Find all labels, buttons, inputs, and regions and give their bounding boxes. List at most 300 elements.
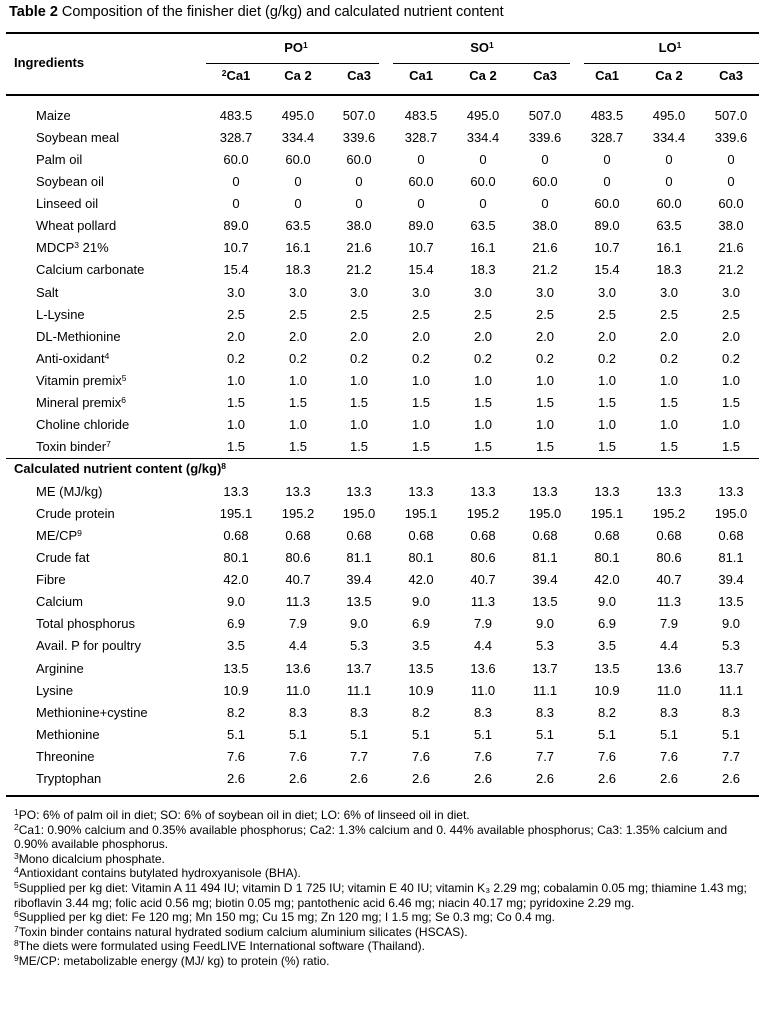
ingredient-value: 38.0 (718, 218, 744, 234)
ingredient-value: 0 (232, 196, 240, 212)
nutrient-value: 13.7 (346, 660, 372, 676)
nutrient-name: ME (MJ/kg) (36, 484, 103, 499)
nutrient-value: 0.68 (470, 528, 496, 544)
group-header-label: LO (658, 40, 677, 55)
nutrient-value: 7.6 (597, 748, 617, 764)
footnote (14, 852, 759, 867)
nutrient-value: 5.1 (288, 726, 308, 742)
nutrient-value: 195.2 (652, 506, 686, 522)
footnote (14, 954, 759, 969)
sub-header (222, 68, 251, 83)
ingredient-value: 2.0 (226, 328, 246, 344)
ingredient-value: 2.0 (721, 328, 741, 344)
ingredient-label (36, 218, 116, 234)
nutrient-value: 195.0 (714, 506, 748, 522)
ingredient-value: 1.0 (349, 416, 369, 432)
sub-header (719, 68, 743, 83)
ingredient-name: Palm oil (36, 152, 83, 168)
ingredient-value: 63.5 (285, 218, 311, 234)
nutrient-value: 42.0 (223, 572, 249, 588)
nutrient-value: 0.68 (223, 528, 249, 544)
ingredient-value: 16.1 (470, 240, 496, 256)
ingredient-value: 3.0 (721, 284, 741, 300)
ingredient-value: 21.2 (718, 262, 744, 278)
nutrient-value: 40.7 (656, 572, 682, 588)
ingredient-value: 60.0 (285, 152, 311, 168)
footnote (14, 881, 759, 910)
nutrient-value: 11.3 (285, 594, 311, 610)
ingredient-value: 1.0 (721, 416, 741, 432)
ingredient-value: 1.5 (721, 394, 741, 410)
group-header-label: PO (284, 40, 304, 55)
ingredient-value: 18.3 (470, 262, 496, 278)
footnote-sup: 2 (14, 821, 19, 832)
nutrient-value: 3.5 (226, 638, 246, 654)
ingredient-value: 10.7 (223, 240, 249, 256)
ingredient-name: Mineral premix (36, 394, 122, 410)
nutrient-value: 5.1 (411, 726, 431, 742)
sub-header (595, 68, 619, 83)
nutrient-label (36, 594, 83, 610)
nutrient-value: 7.6 (473, 748, 493, 764)
nutrient-value: 11.3 (656, 594, 682, 610)
ingredient-label (36, 174, 104, 190)
ingredient-value: 1.0 (288, 372, 308, 388)
nutrient-value: 8.2 (411, 704, 431, 720)
footnote-text: Mono dicalcium phosphate. (18, 851, 165, 866)
ingredient-name: Linseed oil (36, 196, 99, 212)
nutrient-value: 8.3 (535, 704, 555, 720)
ingredient-value: 1.5 (597, 439, 617, 455)
nutrient-value: 13.6 (285, 660, 311, 676)
so-group-underline (393, 63, 570, 64)
nutrient-name: Crude fat (36, 550, 90, 566)
nutrient-value: 4.4 (473, 638, 493, 654)
nutrient-value: 13.3 (408, 484, 434, 499)
ingredient-value: 18.3 (656, 262, 682, 278)
nutrient-value: 6.9 (597, 616, 617, 632)
footnote (14, 925, 759, 940)
ingredient-value: 1.5 (659, 394, 679, 410)
ingredient-value: 63.5 (656, 218, 682, 234)
footnote-text: The diets were formulated using FeedLIVE International software (Thailand). (18, 939, 425, 954)
nutrient-value: 9.0 (535, 616, 555, 632)
nutrient-value: 0.68 (532, 528, 558, 544)
ingredient-value: 60.0 (346, 152, 372, 168)
nutrient-value: 80.6 (656, 550, 682, 566)
ingredient-value: 2.5 (349, 306, 369, 322)
table-caption (9, 4, 504, 20)
ingredient-value: 60.0 (408, 174, 434, 190)
nutrient-value: 5.3 (721, 638, 741, 654)
ingredient-label (36, 439, 111, 455)
ingredient-value: 0 (355, 174, 363, 190)
ingredient-value: 0.2 (288, 350, 308, 366)
ingredient-label (36, 262, 144, 278)
ingredient-value: 1.0 (473, 416, 493, 432)
ingredient-value: 2.0 (597, 328, 617, 344)
ingredient-value: 60.0 (594, 196, 620, 212)
nutrient-value: 4.4 (288, 638, 308, 654)
ingredient-value: 2.0 (411, 328, 431, 344)
ingredient-value: 3.0 (288, 284, 308, 300)
ingredient-value: 1.5 (349, 394, 369, 410)
nutrient-value: 195.1 (590, 506, 624, 522)
ingredient-suffix: 21% (79, 240, 109, 256)
ingredient-label (36, 373, 126, 389)
group-header-sup: 1 (489, 40, 494, 50)
nutrient-label (36, 661, 84, 677)
footnote-sup: 4 (14, 865, 19, 876)
ingredient-value: 1.5 (535, 439, 555, 455)
ingredient-label (36, 285, 58, 301)
ingredient-value: 0 (294, 174, 302, 190)
nutrient-value: 81.1 (346, 550, 372, 566)
lo-group-underline (584, 63, 759, 64)
nutrient-value: 8.2 (597, 704, 617, 720)
group-header-lo (659, 40, 682, 55)
nutrient-value: 13.5 (223, 660, 249, 676)
ingredient-value: 2.0 (473, 328, 493, 344)
nutrient-name: Threonine (36, 748, 95, 764)
sub-header (655, 68, 682, 83)
ingredient-value: 1.0 (659, 416, 679, 432)
nutrient-value: 0.68 (408, 528, 434, 544)
ingredient-value: 89.0 (594, 218, 620, 234)
section-rule (6, 458, 759, 459)
nutrient-value: 13.3 (594, 484, 620, 499)
ingredient-value: 3.0 (597, 284, 617, 300)
nutrient-value: 5.3 (349, 638, 369, 654)
footnote-text: Toxin binder contains natural hydrated sodium calcium aluminium silicates (HSCAS). (18, 924, 468, 939)
nutrient-value: 0.68 (594, 528, 620, 544)
ingredient-value: 60.0 (223, 152, 249, 168)
nutrient-name: ME/CP (36, 528, 78, 544)
footnote-sup: 3 (14, 850, 19, 861)
sub-header-label: Ca 2 (655, 68, 683, 83)
nutrient-value: 5.1 (473, 726, 493, 742)
ingredient-value: 60.0 (532, 174, 558, 190)
nutrient-value: 5.1 (721, 726, 741, 742)
ingredient-value: 60.0 (470, 174, 496, 190)
ingredient-value: 1.5 (721, 439, 741, 455)
ingredient-value: 0 (603, 152, 611, 168)
ingredient-value: 21.6 (718, 240, 744, 256)
footnote (14, 866, 759, 881)
ingredient-sup: 7 (106, 439, 111, 450)
nutrient-value: 0.68 (656, 528, 682, 544)
sub-header-label: Ca3 (347, 68, 371, 83)
ingredient-value: 3.0 (535, 284, 555, 300)
nutrient-value: 5.1 (349, 726, 369, 742)
nutrient-value: 7.6 (411, 748, 431, 764)
nutrient-value: 11.0 (470, 682, 496, 698)
ingredient-label (36, 130, 119, 146)
ingredient-value: 0 (417, 196, 425, 212)
ingredient-value: 1.0 (226, 416, 246, 432)
nutrient-value: 13.6 (656, 660, 682, 676)
nutrient-value: 80.6 (470, 550, 496, 566)
ingredient-value: 1.5 (473, 439, 493, 455)
nutrient-value: 11.1 (532, 682, 558, 698)
footnote-text: PO: 6% of palm oil in diet; SO: 6% of soybean oil in diet; LO: 6% of linseed oil in diet. (18, 808, 470, 822)
ingredient-value: 1.0 (349, 372, 369, 388)
ingredient-value: 2.5 (597, 306, 617, 322)
nutrient-value: 8.3 (288, 704, 308, 720)
ingredient-value: 339.6 (528, 130, 562, 146)
ingredient-value: 21.2 (346, 262, 372, 278)
ingredient-value: 0.2 (721, 350, 741, 366)
header-bottom-rule (6, 94, 759, 96)
ingredient-label (36, 329, 121, 345)
nutrient-label (36, 616, 135, 632)
nutrient-value: 8.2 (226, 704, 246, 720)
ingredient-value: 328.7 (590, 130, 624, 146)
nutrient-value: 6.9 (226, 616, 246, 632)
ingredient-value: 89.0 (408, 218, 434, 234)
ingredient-value: 0 (417, 152, 425, 168)
nutrient-value: 9.0 (411, 594, 431, 610)
ingredient-value: 1.5 (659, 439, 679, 455)
nutrient-value: 2.6 (411, 770, 431, 786)
ingredient-value: 334.4 (466, 130, 500, 146)
footnote-sup: 5 (14, 879, 19, 890)
nutrient-value: 13.5 (532, 594, 558, 610)
ingredient-value: 63.5 (470, 218, 496, 234)
ingredient-value: 1.5 (473, 394, 493, 410)
nutrient-name: Fibre (36, 572, 66, 588)
nutrient-value: 11.0 (285, 682, 311, 698)
nutrient-value: 5.1 (659, 726, 679, 742)
ingredient-value: 3.0 (226, 284, 246, 300)
nutrient-value: 2.6 (535, 770, 555, 786)
nutrient-value: 7.9 (659, 616, 679, 632)
nutrient-label (36, 727, 100, 743)
nutrient-section-title (14, 461, 226, 476)
ingredient-value: 1.5 (535, 394, 555, 410)
nutrient-name: Methionine+cystine (36, 704, 148, 720)
footnote-text: Supplied per kg diet: Fe 120 mg; Mn 150 mg; Cu 15 mg; Zn 120 mg; I 1.5 mg; Se 0.3 mg; Co 0.4 mg. (18, 910, 556, 925)
ingredient-value: 328.7 (404, 130, 438, 146)
ingredient-value: 2.5 (473, 306, 493, 322)
nutrient-section-sup: 8 (221, 461, 227, 471)
sub-header-label: Ca 2 (284, 68, 312, 83)
nutrient-value: 9.0 (597, 594, 617, 610)
ingredient-name: Anti-oxidant (36, 350, 105, 366)
ingredient-value: 483.5 (590, 108, 624, 123)
nutrient-label (36, 638, 141, 654)
nutrient-value: 11.1 (346, 682, 372, 698)
nutrient-label (36, 705, 148, 721)
footnote (14, 823, 759, 852)
nutrient-value: 80.1 (408, 550, 434, 566)
nutrient-value: 2.6 (721, 770, 741, 786)
ingredient-name: Salt (36, 284, 59, 300)
nutrient-value: 7.6 (659, 748, 679, 764)
sub-header-label: Ca1 (595, 68, 619, 83)
footnotes (14, 808, 759, 969)
nutrient-value: 80.6 (285, 550, 311, 566)
footnote-text: Ca1: 0.90% calcium and 0.35% available phosphorus; Ca2: 1.3% calcium and 0. 44% available phosphorus; Ca3: 1.35% calcium and 0.90% available phosphorus. (14, 822, 728, 852)
nutrient-value: 0.68 (285, 528, 311, 544)
ingredient-value: 0 (294, 196, 302, 212)
nutrient-value: 13.5 (718, 594, 744, 610)
ingredient-value: 1.0 (411, 416, 431, 432)
ingredient-value: 483.5 (404, 108, 438, 123)
nutrient-value: 13.3 (470, 484, 496, 499)
nutrient-value: 10.9 (223, 682, 249, 698)
ingredient-label (36, 240, 109, 256)
ingredient-value: 10.7 (408, 240, 434, 256)
ingredient-value: 1.0 (721, 372, 741, 388)
nutrient-value: 0.68 (346, 528, 372, 544)
ingredient-value: 2.5 (411, 306, 431, 322)
ingredient-name: Choline chloride (36, 416, 130, 432)
nutrient-value: 5.3 (535, 638, 555, 654)
ingredient-value: 1.0 (535, 416, 555, 432)
ingredient-value: 0.2 (473, 350, 493, 366)
ingredient-value: 507.0 (342, 108, 376, 123)
nutrient-value: 13.7 (532, 660, 558, 676)
ingredient-value: 1.5 (226, 439, 246, 455)
ingredient-value: 1.5 (411, 394, 431, 410)
ingredient-value: 2.5 (226, 306, 246, 322)
sub-header (409, 68, 433, 83)
ingredient-value: 2.0 (288, 328, 308, 344)
nutrient-value: 40.7 (285, 572, 311, 588)
nutrient-value: 39.4 (346, 572, 372, 588)
ingredient-value: 15.4 (223, 262, 249, 278)
nutrient-value: 2.6 (597, 770, 617, 786)
ingredient-value: 483.5 (219, 108, 253, 123)
footnote-sup: 1 (14, 807, 19, 817)
ingredient-value: 2.5 (659, 306, 679, 322)
ingredient-value: 21.6 (532, 240, 558, 256)
ingredient-sup: 5 (121, 372, 127, 383)
ingredient-value: 18.3 (285, 262, 311, 278)
table-number: Table 2 (9, 4, 58, 20)
ingredient-value: 328.7 (219, 130, 253, 146)
nutrient-value: 81.1 (718, 550, 744, 566)
ingredient-value: 1.5 (349, 439, 369, 455)
nutrient-value: 13.3 (223, 484, 249, 499)
nutrient-value: 8.3 (659, 704, 679, 720)
footnote (14, 939, 759, 954)
ingredient-value: 1.0 (288, 416, 308, 432)
nutrient-value: 2.6 (226, 770, 246, 786)
ingredient-value: 60.0 (656, 196, 682, 212)
ingredient-value: 495.0 (281, 108, 315, 123)
ingredient-value: 1.5 (288, 439, 308, 455)
footnote-sup: 9 (14, 952, 19, 963)
nutrient-value: 80.1 (594, 550, 620, 566)
ingredient-value: 16.1 (285, 240, 311, 256)
sub-header (284, 68, 311, 83)
nutrient-value: 3.5 (411, 638, 431, 654)
ingredient-value: 0 (479, 196, 487, 212)
nutrient-label (36, 572, 66, 588)
nutrient-value: 13.5 (594, 660, 620, 676)
sub-header-label: Ca3 (533, 68, 557, 83)
ingredient-value: 1.5 (226, 394, 246, 410)
nutrient-value: 8.3 (721, 704, 741, 720)
nutrient-value: 81.1 (532, 550, 558, 566)
ingredient-name: MDCP (36, 240, 75, 256)
nutrient-value: 195.2 (281, 506, 315, 522)
footnote-text: Antioxidant contains butylated hydroxyanisole (BHA). (18, 866, 301, 881)
nutrient-value: 7.9 (288, 616, 308, 632)
ingredient-name: Maize (36, 108, 71, 123)
nutrient-value: 11.1 (718, 682, 744, 698)
nutrient-value: 2.6 (659, 770, 679, 786)
sub-header (533, 68, 557, 83)
nutrient-value: 6.9 (411, 616, 431, 632)
ingredient-value: 339.6 (342, 130, 376, 146)
footnote-text: ME/CP: metabolizable energy (MJ/ kg) to protein (%) ratio. (18, 953, 330, 968)
ingredient-value: 0 (355, 196, 363, 212)
nutrient-label (36, 683, 73, 699)
nutrient-value: 39.4 (718, 572, 744, 588)
sub-header-label: Ca 2 (469, 68, 497, 83)
nutrient-name: Avail. P for poultry (36, 638, 142, 654)
ingredient-name: Calcium carbonate (36, 262, 145, 278)
sub-header-label: Ca3 (719, 68, 743, 83)
ingredient-sup: 6 (121, 394, 126, 405)
ingredient-name: DL-Methionine (36, 328, 121, 344)
ingredient-value: 495.0 (466, 108, 500, 123)
ingredient-label (36, 351, 109, 367)
ingredient-value: 0 (665, 174, 673, 190)
ingredient-value: 1.0 (597, 372, 617, 388)
ingredient-value: 21.2 (532, 262, 558, 278)
nutrient-value: 5.1 (597, 726, 617, 742)
nutrient-value: 7.6 (288, 748, 308, 764)
ingredient-value: 1.0 (411, 372, 431, 388)
nutrient-value: 195.2 (466, 506, 500, 522)
ingredient-value: 1.5 (597, 394, 617, 410)
ingredient-value: 15.4 (594, 262, 620, 278)
ingredient-label (36, 417, 129, 433)
nutrient-value: 9.0 (721, 616, 741, 632)
ingredient-value: 1.0 (597, 416, 617, 432)
sub-header-sup: 2 (221, 68, 227, 78)
nutrient-label (36, 749, 95, 765)
group-header-label: SO (470, 40, 490, 55)
ingredient-value: 0 (665, 152, 673, 168)
ingredient-value: 1.0 (473, 372, 493, 388)
nutrient-name: Calcium (36, 594, 83, 610)
ingredient-value: 2.0 (349, 328, 369, 344)
ingredient-name: Toxin binder (36, 439, 107, 455)
nutrient-name: Lysine (36, 682, 74, 698)
ingredient-value: 0 (232, 174, 240, 190)
nutrient-value: 13.5 (408, 660, 434, 676)
ingredient-value: 2.5 (721, 306, 741, 322)
nutrient-value: 7.9 (473, 616, 493, 632)
group-header-so (470, 40, 494, 55)
ingredient-value: 334.4 (652, 130, 686, 146)
ingredient-value: 507.0 (528, 108, 562, 123)
ingredient-value: 1.0 (535, 372, 555, 388)
group-header-po (284, 40, 308, 55)
ingredient-value: 10.7 (594, 240, 620, 256)
nutrient-value: 13.3 (718, 484, 744, 499)
ingredient-label (36, 152, 82, 168)
nutrient-value: 13.3 (656, 484, 682, 499)
nutrient-name: Tryptophan (36, 770, 102, 786)
ingredient-value: 0 (541, 196, 549, 212)
ingredient-value: 60.0 (718, 196, 744, 212)
